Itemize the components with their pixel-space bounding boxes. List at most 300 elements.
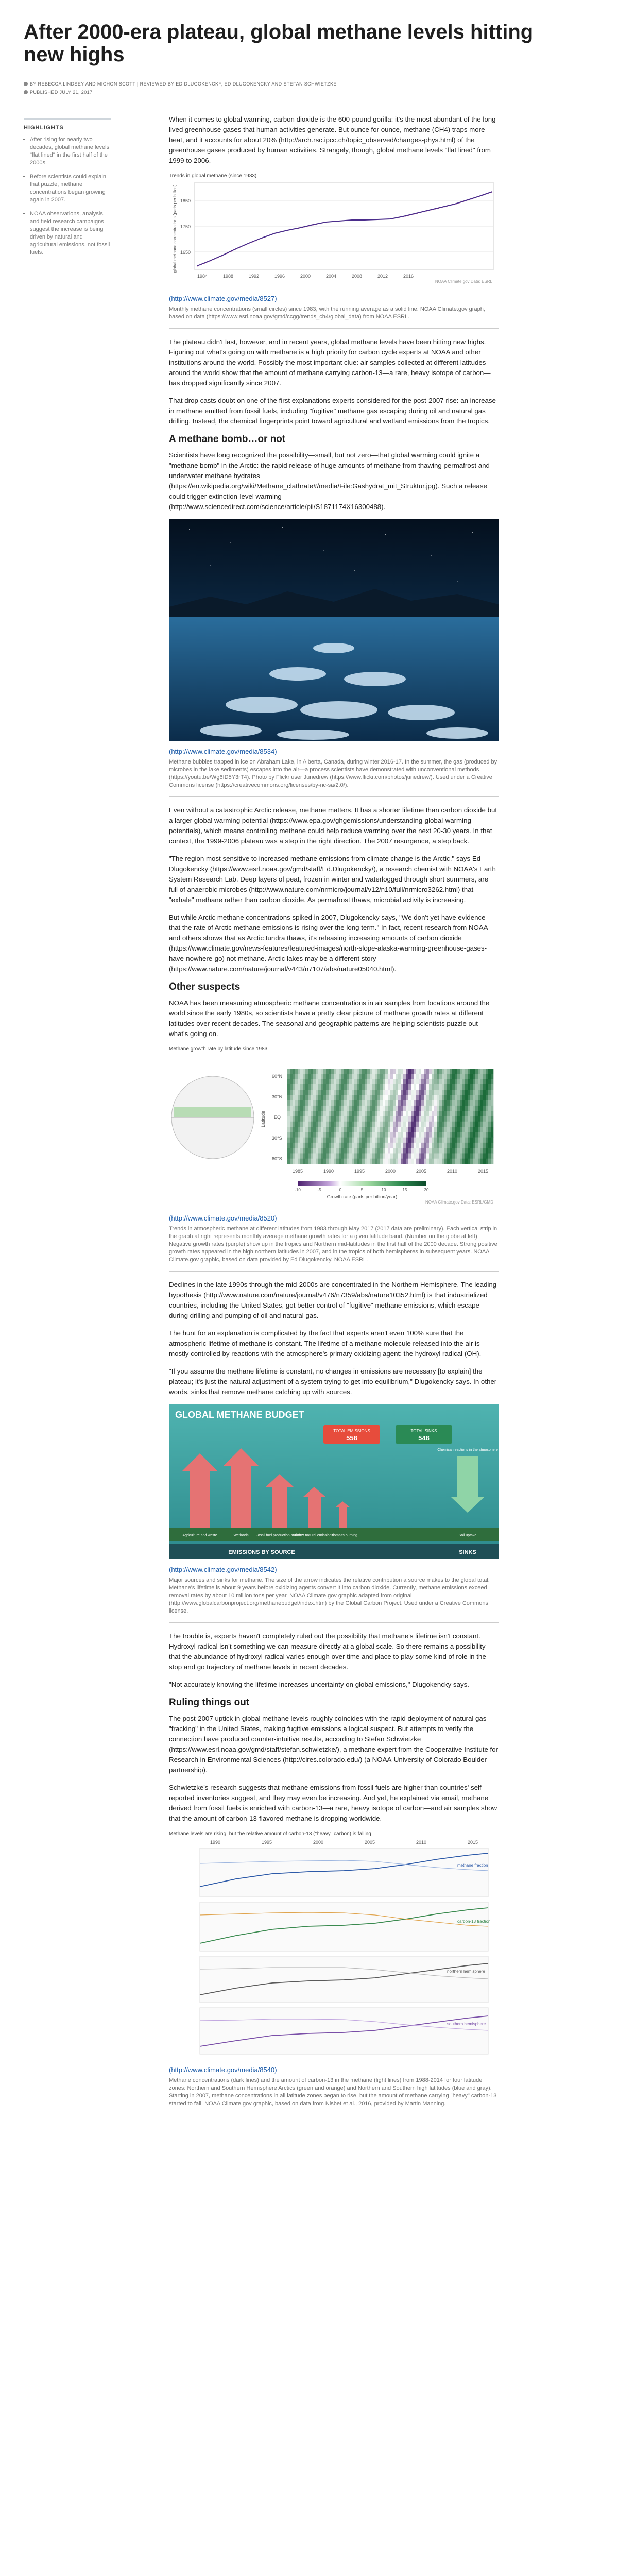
heatmap-cell (321, 1143, 323, 1148)
heatmap-cell (318, 1132, 321, 1138)
heatmap-cell (470, 1159, 473, 1164)
heatmap-cell (480, 1143, 483, 1148)
heatmap-cell (390, 1122, 393, 1127)
heatmap-cell (393, 1143, 396, 1148)
heatmap-cell (383, 1122, 385, 1127)
heatmap-cell (383, 1132, 385, 1138)
heatmap-cell (470, 1132, 473, 1138)
heatmap-cell (424, 1132, 426, 1138)
svg-text:Wetlands: Wetlands (233, 1534, 249, 1537)
svg-text:30°S: 30°S (272, 1136, 282, 1141)
svg-text:10: 10 (381, 1188, 386, 1192)
heatmap-cell (414, 1143, 416, 1148)
heatmap-cell (331, 1100, 334, 1106)
heatmap-cell (411, 1138, 414, 1143)
svg-text:2004: 2004 (325, 274, 337, 279)
heatmap-cell (437, 1143, 439, 1148)
heatmap-cell (298, 1138, 300, 1143)
heatmap-cell (331, 1148, 334, 1154)
heatmap-cell (473, 1084, 475, 1090)
heatmap-cell (421, 1148, 424, 1154)
heatmap-cell (455, 1143, 457, 1148)
svg-text:2000: 2000 (313, 1840, 324, 1845)
heatmap-cell (298, 1069, 300, 1074)
heatmap-cell (439, 1084, 442, 1090)
heatmap-cell (323, 1127, 326, 1132)
heatmap-cell (316, 1143, 318, 1148)
heatmap-cell (442, 1159, 444, 1164)
heatmap-cell (468, 1159, 470, 1164)
heatmap-cell (334, 1084, 336, 1090)
heatmap-cell (295, 1090, 298, 1095)
heatmap-cell (429, 1148, 432, 1154)
heatmap-cell (313, 1069, 316, 1074)
heatmap-cell (372, 1153, 375, 1159)
heatmap-cell (416, 1079, 419, 1085)
heatmap-cell (293, 1100, 295, 1106)
heatmap-cell (468, 1132, 470, 1138)
heatmap-cell (336, 1159, 339, 1164)
heatmap-cell (318, 1090, 321, 1095)
heatmap-cell (336, 1111, 339, 1116)
y-tick: 1850 (180, 198, 191, 204)
heatmap-cell (370, 1138, 372, 1143)
heatmap-cell (462, 1074, 465, 1079)
heatmap-cell (385, 1153, 388, 1159)
heatmap-cell (457, 1111, 460, 1116)
heatmap-cell (424, 1122, 426, 1127)
heatmap-cell (421, 1116, 424, 1122)
heatmap-cell (380, 1122, 383, 1127)
heatmap-cell (352, 1153, 354, 1159)
heatmap-cell (419, 1079, 421, 1085)
heatmap-cell (442, 1143, 444, 1148)
frozen-lake (169, 617, 499, 741)
heatmap-cell (311, 1090, 313, 1095)
heatmap-cell (323, 1148, 326, 1154)
heatmap-cell (442, 1100, 444, 1106)
heatmap-cell (398, 1106, 401, 1111)
media-link[interactable]: (http://www.climate.gov/media/8540) (169, 2066, 277, 2074)
heatmap-cell (393, 1138, 396, 1143)
highlight-item: • Before scientists could explain that puzzle, methane concentrations began growing again in 2007. (30, 173, 111, 204)
heatmap-cell (341, 1095, 344, 1100)
heatmap-cell (429, 1153, 432, 1159)
heatmap-cell (437, 1069, 439, 1074)
heatmap-cell (372, 1116, 375, 1122)
heatmap-cell (311, 1111, 313, 1116)
heatmap-cell (383, 1106, 385, 1111)
heatmap-cell (478, 1074, 480, 1079)
heatmap-cell (316, 1159, 318, 1164)
heatmap-cell (406, 1095, 408, 1100)
heatmap-cell (339, 1153, 341, 1159)
heatmap-cell (308, 1148, 311, 1154)
heatmap-cell (354, 1116, 357, 1122)
heatmap-cell (403, 1122, 406, 1127)
heatmap-cell (390, 1148, 393, 1154)
heatmap-cell (468, 1143, 470, 1148)
heatmap-cell (290, 1116, 293, 1122)
heatmap-cell (468, 1069, 470, 1074)
heatmap-cell (416, 1106, 419, 1111)
heatmap-cell (442, 1084, 444, 1090)
heatmap-cell (419, 1074, 421, 1079)
heatmap-cell (377, 1148, 380, 1154)
heatmap-cell (401, 1143, 403, 1148)
heatmap-cell (303, 1095, 305, 1100)
heatmap-cell (354, 1111, 357, 1116)
heatmap-cell (316, 1100, 318, 1106)
heatmap-cell (313, 1106, 316, 1111)
heatmap-cell (396, 1074, 398, 1079)
heatmap-cell (316, 1132, 318, 1138)
heatmap-cell (408, 1106, 411, 1111)
heatmap-cell (419, 1106, 421, 1111)
heatmap-cell (295, 1116, 298, 1122)
heatmap-cell (290, 1106, 293, 1111)
heatmap-cell (388, 1127, 390, 1132)
heatmap-cell (359, 1074, 362, 1079)
heatmap-cell (455, 1074, 457, 1079)
heatmap-cell (426, 1100, 429, 1106)
heatmap-cell (372, 1143, 375, 1148)
heatmap-cell (411, 1106, 414, 1111)
heatmap-cell (447, 1069, 450, 1074)
heatmap-cell (462, 1095, 465, 1100)
heatmap-cell (375, 1148, 377, 1154)
media-link[interactable]: (http://www.climate.gov/media/8534) (169, 748, 277, 755)
heatmap-cell (354, 1132, 357, 1138)
heatmap-cell (434, 1095, 437, 1100)
heatmap-cell (393, 1106, 396, 1111)
heatmap-cell (401, 1122, 403, 1127)
heatmap-cell (359, 1138, 362, 1143)
heatmap-cell (390, 1084, 393, 1090)
heatmap-cell (339, 1132, 341, 1138)
heatmap-cell (359, 1095, 362, 1100)
heatmap-cell (295, 1095, 298, 1100)
heatmap-cell (390, 1106, 393, 1111)
heatmap-cell (383, 1095, 385, 1100)
svg-text:-5: -5 (317, 1188, 321, 1192)
heatmap-cell (424, 1143, 426, 1148)
heatmap-cell (398, 1138, 401, 1143)
heatmap-cell (388, 1122, 390, 1127)
heatmap-cell (354, 1084, 357, 1090)
heatmap-cell (393, 1153, 396, 1159)
heatmap-cell (349, 1100, 352, 1106)
heatmap-cell (488, 1111, 491, 1116)
heatmap-cell (380, 1079, 383, 1085)
heatmap-cell (488, 1100, 491, 1106)
heatmap-cell (295, 1100, 298, 1106)
legend-colorbar (298, 1181, 426, 1186)
heatmap-cell (308, 1095, 311, 1100)
heatmap-cell (316, 1090, 318, 1095)
heatmap-cell (298, 1116, 300, 1122)
heatmap-cell (334, 1122, 336, 1127)
heatmap-cell (424, 1106, 426, 1111)
heatmap-cell (305, 1106, 308, 1111)
heatmap-cell (429, 1143, 432, 1148)
heatmap-cell (483, 1153, 486, 1159)
heatmap-cell (393, 1132, 396, 1138)
heatmap-cell (303, 1074, 305, 1079)
heatmap-cell (439, 1116, 442, 1122)
heatmap-cell (408, 1127, 411, 1132)
heatmap-cell (388, 1132, 390, 1138)
published-date: PUBLISHED JULY 21, 2017 (30, 90, 93, 95)
paragraph: "Not accurately knowing the lifetime increases uncertainty on global emissions," Dlugokencky says. (169, 1681, 469, 1688)
methane-budget-infographic (169, 1404, 499, 1559)
figure-caption: Trends in atmospheric methane at different latitudes from 1983 through May 2017 (2017 data are preliminary). Each vertical strip in the graph at right represents monthly average methane growth rates for a given latitude band. (Number on the globe at left) Negative growth rates (purple) show up in the tropics and Northern mid-latitudes in the first half of the 2000 decade. Strong positive growth rates appeared in the high northern latitudes in 2007, and in the tropics of both hemispheres in subsequent years. NOAA Climate.gov graphic, based on data provided by Ed Dlugokencky, NOAA ESRL. (169, 1226, 497, 1263)
heatmap-cell (334, 1106, 336, 1111)
heatmap-cell (398, 1159, 401, 1164)
heatmap-cell (344, 1090, 347, 1095)
heatmap-cell (334, 1090, 336, 1095)
methane-bubbles-photo (169, 519, 499, 741)
heatmap-cell (303, 1111, 305, 1116)
heatmap-cell (334, 1095, 336, 1100)
heatmap-cell (344, 1148, 347, 1154)
media-link[interactable]: (http://www.climate.gov/media/8520) (169, 1214, 277, 1222)
heatmap-cell (341, 1090, 344, 1095)
methane-trend-chart (169, 180, 499, 288)
heatmap-cell (444, 1069, 447, 1074)
heatmap-cell (478, 1095, 480, 1100)
heatmap-cell (468, 1090, 470, 1095)
calendar-icon (24, 90, 28, 94)
heatmap-cell (393, 1079, 396, 1085)
heatmap-cell (349, 1090, 352, 1095)
heatmap-cell (455, 1106, 457, 1111)
heatmap-cell (432, 1138, 434, 1143)
heatmap-cell (444, 1106, 447, 1111)
heatmap-cell (308, 1132, 311, 1138)
heatmap-cell (308, 1116, 311, 1122)
heatmap-cell (341, 1153, 344, 1159)
heatmap-cell (457, 1079, 460, 1085)
heatmap-cell (365, 1069, 367, 1074)
heatmap-cell (339, 1116, 341, 1122)
heatmap-cell (460, 1074, 462, 1079)
heatmap-cell (323, 1090, 326, 1095)
heatmap-cell (349, 1111, 352, 1116)
heatmap-cell (313, 1084, 316, 1090)
heatmap-cell (424, 1079, 426, 1085)
heatmap-cell (432, 1122, 434, 1127)
heatmap-cell (411, 1079, 414, 1085)
heatmap-cell (419, 1138, 421, 1143)
heatmap-cell (359, 1100, 362, 1106)
heatmap-cell (308, 1079, 311, 1085)
heatmap-cell (403, 1127, 406, 1132)
heatmap-cell (359, 1079, 362, 1085)
heatmap-cell (424, 1127, 426, 1132)
heatmap-cell (331, 1159, 334, 1164)
article-body (169, 114, 499, 2114)
heatmap-cell (450, 1069, 452, 1074)
heatmap-cell (442, 1127, 444, 1132)
heatmap-cell (465, 1122, 468, 1127)
heatmap-cell (426, 1159, 429, 1164)
heatmap-cell (483, 1074, 486, 1079)
heatmap-cell (331, 1090, 334, 1095)
heatmap-cell (465, 1074, 468, 1079)
heatmap-cell (434, 1132, 437, 1138)
heatmap-cell (450, 1159, 452, 1164)
heatmap-cell (357, 1079, 359, 1085)
heatmap-cell (460, 1100, 462, 1106)
svg-text:-10: -10 (295, 1188, 301, 1192)
heatmap-cell (434, 1148, 437, 1154)
heatmap-cell (434, 1159, 437, 1164)
heatmap-cell (483, 1069, 486, 1074)
heatmap-cell (447, 1090, 450, 1095)
paragraph: "The region most sensitive to increased methane emissions from climate change is the Arctic," says Ed Dlugokencky (https://www.esrl.noaa.gov/gmd/staff/Ed.Dlugokencky/), a research chemist with NOAA's Earth System Research Lab. Deep layers of peat, frozen in winter and waterlogged through short summers, are full of anaerobic microbes (http://www.nature.com/nrmicro/journal/v12/n10/full/nrmicro3262.html) that "exhale" methane rather than carbon dioxide. As permafrost thaws, microbial activity is increasing. (169, 855, 496, 904)
heatmap-cell (408, 1122, 411, 1127)
heatmap-cell (336, 1100, 339, 1106)
heatmap-cell (357, 1100, 359, 1106)
heatmap-cell (349, 1106, 352, 1111)
heatmap-cell (334, 1127, 336, 1132)
heatmap-cell (429, 1138, 432, 1143)
heatmap-cell (300, 1153, 303, 1159)
heatmap-cell (434, 1127, 437, 1132)
heatmap-cell (290, 1153, 293, 1159)
heatmap-cell (385, 1100, 388, 1106)
heatmap-cell (336, 1090, 339, 1095)
media-link[interactable]: (http://www.climate.gov/media/8527) (169, 295, 277, 302)
heatmap-cell (316, 1116, 318, 1122)
heatmap-cell (329, 1116, 331, 1122)
heatmap-cell (460, 1148, 462, 1154)
heatmap-cell (318, 1100, 321, 1106)
heatmap-cell (354, 1143, 357, 1148)
figure-methane-bubbles-photo (169, 519, 499, 789)
heatmap-cell (439, 1100, 442, 1106)
heatmap-cell (313, 1111, 316, 1116)
heatmap-cell (352, 1106, 354, 1111)
svg-text:Agriculture and waste: Agriculture and waste (182, 1534, 217, 1537)
heatmap-cell (318, 1095, 321, 1100)
heatmap-cell (442, 1138, 444, 1143)
figure-caption: Monthly methane concentrations (small circles) since 1983, with the running average as a solid line. NOAA Climate.gov graph, based on data (https://www.esrl.noaa.gov/gmd/ccgg/trends_ch4/global_data) from NOAA ESRL. (169, 306, 485, 320)
heatmap-cell (287, 1100, 290, 1106)
heatmap-cell (347, 1084, 349, 1090)
heatmap-cell (465, 1116, 468, 1122)
heatmap-cell (311, 1148, 313, 1154)
heatmap-cell (421, 1074, 424, 1079)
heatmap-cell (300, 1122, 303, 1127)
heatmap-cell (444, 1116, 447, 1122)
heatmap-cell (318, 1069, 321, 1074)
heatmap-cell (411, 1095, 414, 1100)
heatmap-cell (316, 1111, 318, 1116)
heatmap-cell (486, 1106, 488, 1111)
heatmap-cell (316, 1084, 318, 1090)
heatmap-cell (447, 1122, 450, 1127)
heatmap-cell (450, 1100, 452, 1106)
heatmap-cell (393, 1122, 396, 1127)
heatmap-cell (300, 1100, 303, 1106)
heatmap-cell (478, 1116, 480, 1122)
heatmap-cell (470, 1095, 473, 1100)
heatmap-cell (349, 1122, 352, 1127)
heatmap-cell (388, 1079, 390, 1085)
heatmap-cell (411, 1116, 414, 1122)
heatmap-cell (329, 1069, 331, 1074)
heatmap-cell (457, 1138, 460, 1143)
heatmap-cell (380, 1111, 383, 1116)
heatmap-cell (287, 1079, 290, 1085)
heatmap-cell (316, 1095, 318, 1100)
heatmap-cell (403, 1084, 406, 1090)
heatmap-cell (450, 1127, 452, 1132)
heatmap-cell (470, 1090, 473, 1095)
heatmap-cell (483, 1106, 486, 1111)
heatmap-cell (326, 1122, 329, 1127)
heatmap-cell (341, 1116, 344, 1122)
media-link[interactable]: (http://www.climate.gov/media/8542) (169, 1566, 277, 1573)
heatmap-cell (367, 1090, 370, 1095)
svg-text:2015: 2015 (477, 1168, 489, 1174)
heatmap-cell (444, 1095, 447, 1100)
heatmap-cell (349, 1138, 352, 1143)
heatmap-cell (434, 1153, 437, 1159)
heatmap-cell (321, 1138, 323, 1143)
heatmap-cell (434, 1074, 437, 1079)
heatmap-cell (287, 1143, 290, 1148)
heatmap-cell (293, 1127, 295, 1132)
heatmap-cell (336, 1153, 339, 1159)
heatmap-cell (416, 1090, 419, 1095)
heatmap-cell (359, 1159, 362, 1164)
heatmap-cell (475, 1148, 478, 1154)
paragraph: When it comes to global warming, carbon dioxide is the 600-pound gorilla: it's the most abundant of the long-lived greenhouse gases that human activities generate. But ounce for ounce, methane (CH4) traps more heat, and it accounts for about 20% (http://arch.rsc.ipcc.ch/topic_observed/changes-phys.html) of the greenhouse gases produced by human activities. Strangely, though, global methane levels "flat lined" from 1999 to 2006. (169, 115, 498, 164)
heatmap-cell (486, 1122, 488, 1127)
heatmap-cell (488, 1074, 491, 1079)
heatmap-cell (411, 1090, 414, 1095)
heatmap-cell (385, 1095, 388, 1100)
heatmap-cell (421, 1132, 424, 1138)
heatmap-cell (357, 1138, 359, 1143)
heatmap-cell (352, 1079, 354, 1085)
heatmap-cell (483, 1090, 486, 1095)
heatmap-cell (393, 1159, 396, 1164)
heatmap-cell (452, 1079, 455, 1085)
heatmap-cell (308, 1138, 311, 1143)
heatmap-cell (383, 1153, 385, 1159)
heatmap-cell (406, 1111, 408, 1116)
heatmap-cell (480, 1138, 483, 1143)
heatmap-cell (383, 1148, 385, 1154)
heatmap-cell (349, 1132, 352, 1138)
heatmap-cell (480, 1074, 483, 1079)
heatmap-cell (393, 1090, 396, 1095)
heatmap-cell (295, 1138, 298, 1143)
heatmap-cell (359, 1084, 362, 1090)
heatmap-cell (426, 1111, 429, 1116)
svg-text:60°S: 60°S (272, 1156, 282, 1161)
heatmap-cell (390, 1090, 393, 1095)
heatmap-cell (424, 1116, 426, 1122)
heatmap-cell (377, 1122, 380, 1127)
heatmap-cell (339, 1069, 341, 1074)
heatmap-cell (465, 1143, 468, 1148)
heatmap-cell (398, 1090, 401, 1095)
